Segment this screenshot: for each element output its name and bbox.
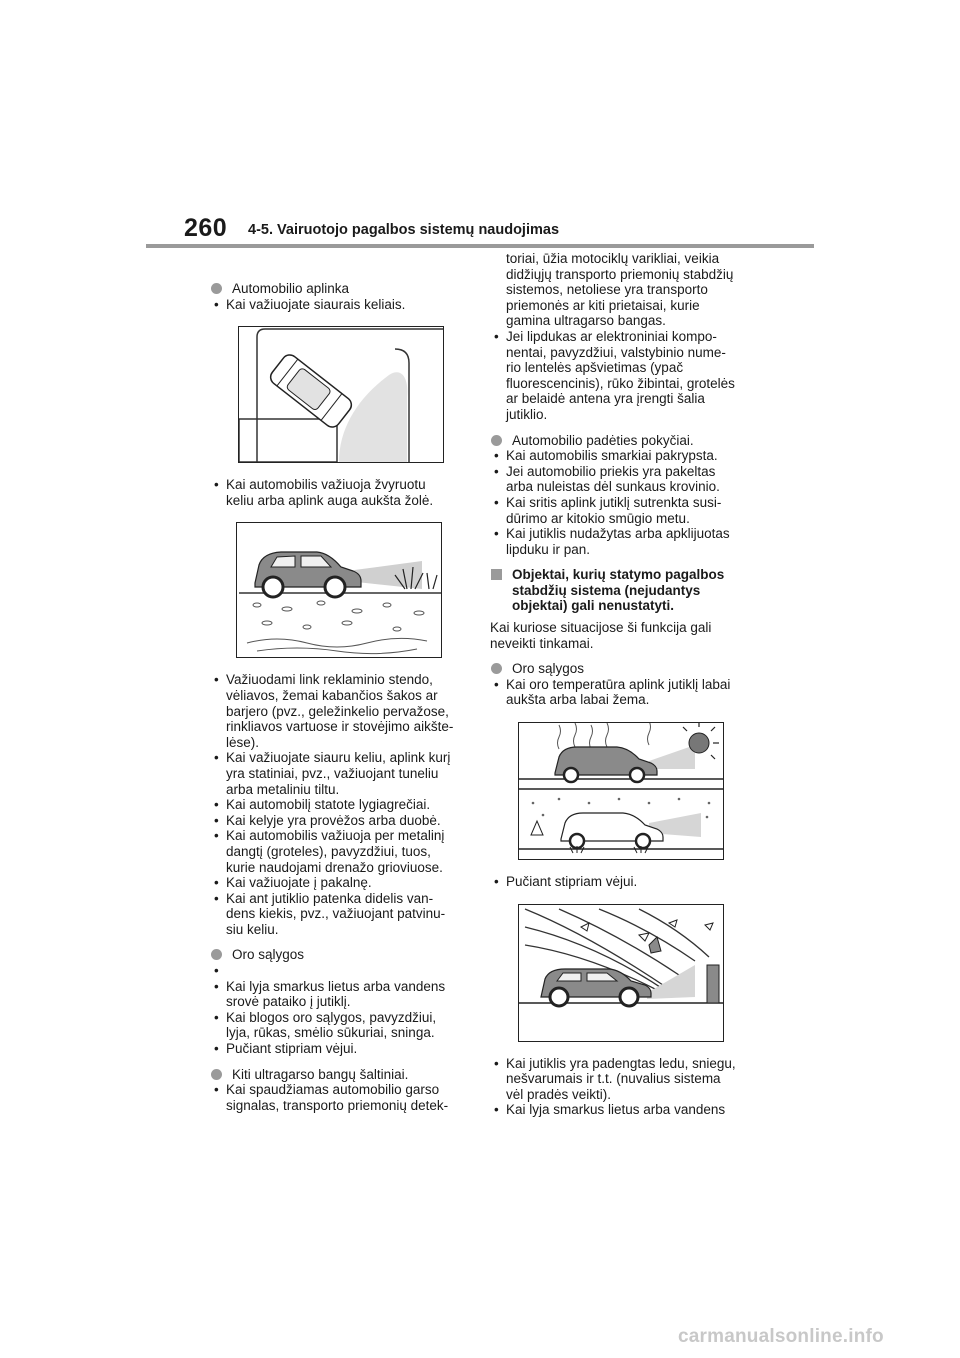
heading-position: Automobilio padėties pokyčiai. — [490, 433, 762, 449]
section-title: 4-5. Vairuotojo pagalbos sistemų naudojimas — [248, 222, 560, 238]
list-item-cont: keliu arba aplink auga aukšta žolė. — [226, 492, 434, 508]
list-item-cont: didžiųjų transporto priemonių stabdžių — [506, 266, 734, 282]
heading-objects: Objektai, kurių statymo pagalbos — [490, 567, 762, 583]
list-item-cont: srovė pataiko į jutiklį. — [226, 994, 351, 1010]
list-item: • Važiuodami link reklaminio stendo, — [210, 672, 478, 688]
list-item-cont: kurie naudojami drenažo grioviuose. — [226, 859, 443, 875]
list-item-cont: lėse). — [226, 734, 260, 750]
heading-weather: Oro sąlygos — [210, 947, 478, 963]
list-item-cont: rinkliavos vartuose ir stovėjimo aikšte- — [226, 719, 454, 735]
list-item: • Kai blogos oro sąlygos, pavyzdžiui, — [210, 1010, 478, 1026]
list-item-cont: vėliavos, žemai kabančios šakos ar — [226, 687, 438, 703]
list-item-cont: nešvarumais ir t.t. (nuvalius sistema — [506, 1071, 721, 1087]
list-item: • Jei automobilio priekis yra pakeltas — [490, 464, 762, 480]
list-item-cont: siu keliu. — [226, 921, 279, 937]
list-item-cont: lyja, rūkas, smėlio sūkuriai, sninga. — [226, 1025, 435, 1041]
list-item: • Kai sritis aplink jutiklį sutrenkta susi- — [490, 495, 762, 511]
figure-temperature — [518, 722, 724, 860]
list-item-cont: dūrimo ar kitokio smūgio metu. — [506, 510, 690, 526]
list-item-cont: yra statiniai, pvz., važiuojant tuneliu — [226, 765, 439, 781]
list-item-cont: barjero (pvz., geležinkelio pervažose, — [226, 703, 449, 719]
list-item: • Kai automobilis smarkiai pakrypsta. — [490, 448, 762, 464]
list-item: • Kai jutiklis nudažytas arba apklijuotas — [490, 526, 762, 542]
list-item: • Kai spaudžiamas automobilio garso — [210, 1082, 478, 1098]
watermark: carmanualsonline.info — [678, 1326, 884, 1347]
list-item: • Kai važiuojate siaurais keliais. — [210, 297, 478, 313]
list-item: • Kai važiuojate į pakalnę. — [210, 875, 478, 891]
list-item: • Pučiant stipriam vėjui. — [210, 1041, 478, 1057]
list-item: • Kai oro temperatūra aplink jutiklį labai — [490, 677, 762, 693]
list-item-cont: lipduku ir pan. — [506, 541, 591, 557]
list-item: • Kai lyja smarkus lietus arba vandens — [210, 979, 478, 995]
paragraph: neveikti tinkamai. — [490, 635, 594, 651]
list-item-cont: aukšta arba labai žema. — [506, 692, 650, 708]
list-item-cont: signalas, transporto priemonių detek- — [226, 1097, 449, 1113]
list-item-cont: vėl pradės veikti). — [506, 1086, 612, 1102]
list-item-cont: arba nuleistas dėl sunkaus krovinio. — [506, 479, 720, 495]
left-column — [210, 281, 478, 1113]
wind-illustration — [519, 905, 723, 1041]
list-item-cont: dens kiekis, pvz., važiuojant patvinu- — [226, 906, 446, 922]
figure-gravel-grass — [236, 522, 442, 658]
figure-wind — [518, 904, 724, 1042]
list-item-empty — [210, 963, 478, 979]
heading-environment: Automobilio aplinka — [210, 281, 478, 297]
temperature-illustration — [519, 723, 723, 859]
list-item-cont: toriai, ūžia motociklų varikliai, veikia — [506, 251, 720, 266]
list-item: • Kai lyja smarkus lietus arba vandens — [490, 1102, 762, 1118]
list-item: • Kai važiuojate siauru keliu, aplink kurį — [210, 750, 478, 766]
list-item: • Pučiant stipriam vėjui. — [490, 874, 762, 890]
paragraph: Kai kuriose situacijose ši funkcija gali — [490, 620, 712, 636]
narrow-road-illustration — [239, 327, 443, 462]
list-item-cont: nentai, pavyzdžiui, valstybinio nume- — [506, 344, 726, 360]
list-item: • Jei lipdukas ar elektroniniai kompo- — [490, 329, 762, 345]
figure-narrow-road — [238, 326, 444, 463]
list-item: • Kai jutiklis yra padengtas ledu, sniegu, — [490, 1056, 762, 1072]
list-item-cont: rio lentelės apšvietimas (ypač — [506, 360, 684, 376]
heading-ultrasonic: Kiti ultragarso bangų šaltiniai. — [210, 1067, 478, 1083]
list-item: • Kai automobilis važiuoja žvyruotu — [210, 477, 478, 493]
list-item-cont: arba metaliniu tiltu. — [226, 781, 340, 797]
header-rule — [146, 244, 814, 248]
heading-weather-2: Oro sąlygos — [490, 661, 762, 677]
list-item-cont: gamina ultragarso bangas. — [506, 313, 666, 329]
heading-objects-cont: stabdžių sistema (nejudantys — [512, 582, 701, 598]
list-item: • Kai automobilį statote lygiagrečiai. — [210, 797, 478, 813]
right-column — [490, 251, 762, 1118]
list-item-cont: fluorescencinis), rūko žibintai, grotelės — [506, 375, 735, 391]
list-item-cont: dangtį (groteles), pavyzdžiui, tuos, — [226, 843, 431, 859]
heading-objects-cont: objektai) gali nenustatyti. — [512, 598, 675, 614]
list-item-cont: ar belaidė antena yra įrengti šalia — [506, 391, 705, 407]
list-item: • Kai kelyje yra provėžos arba duobė. — [210, 813, 478, 829]
list-item: • Kai ant jutiklio patenka didelis van- — [210, 891, 478, 907]
list-item: • Kai automobilis važiuoja per metalinį — [210, 828, 478, 844]
list-item-cont: sistemos, netoliese yra transporto — [506, 282, 708, 298]
list-item-cont: jutiklio. — [506, 406, 548, 422]
gravel-road-illustration — [237, 523, 441, 657]
list-item-cont: priemonės ar kiti prietaisai, kurie — [506, 297, 700, 313]
page-number: 260 — [184, 214, 228, 242]
